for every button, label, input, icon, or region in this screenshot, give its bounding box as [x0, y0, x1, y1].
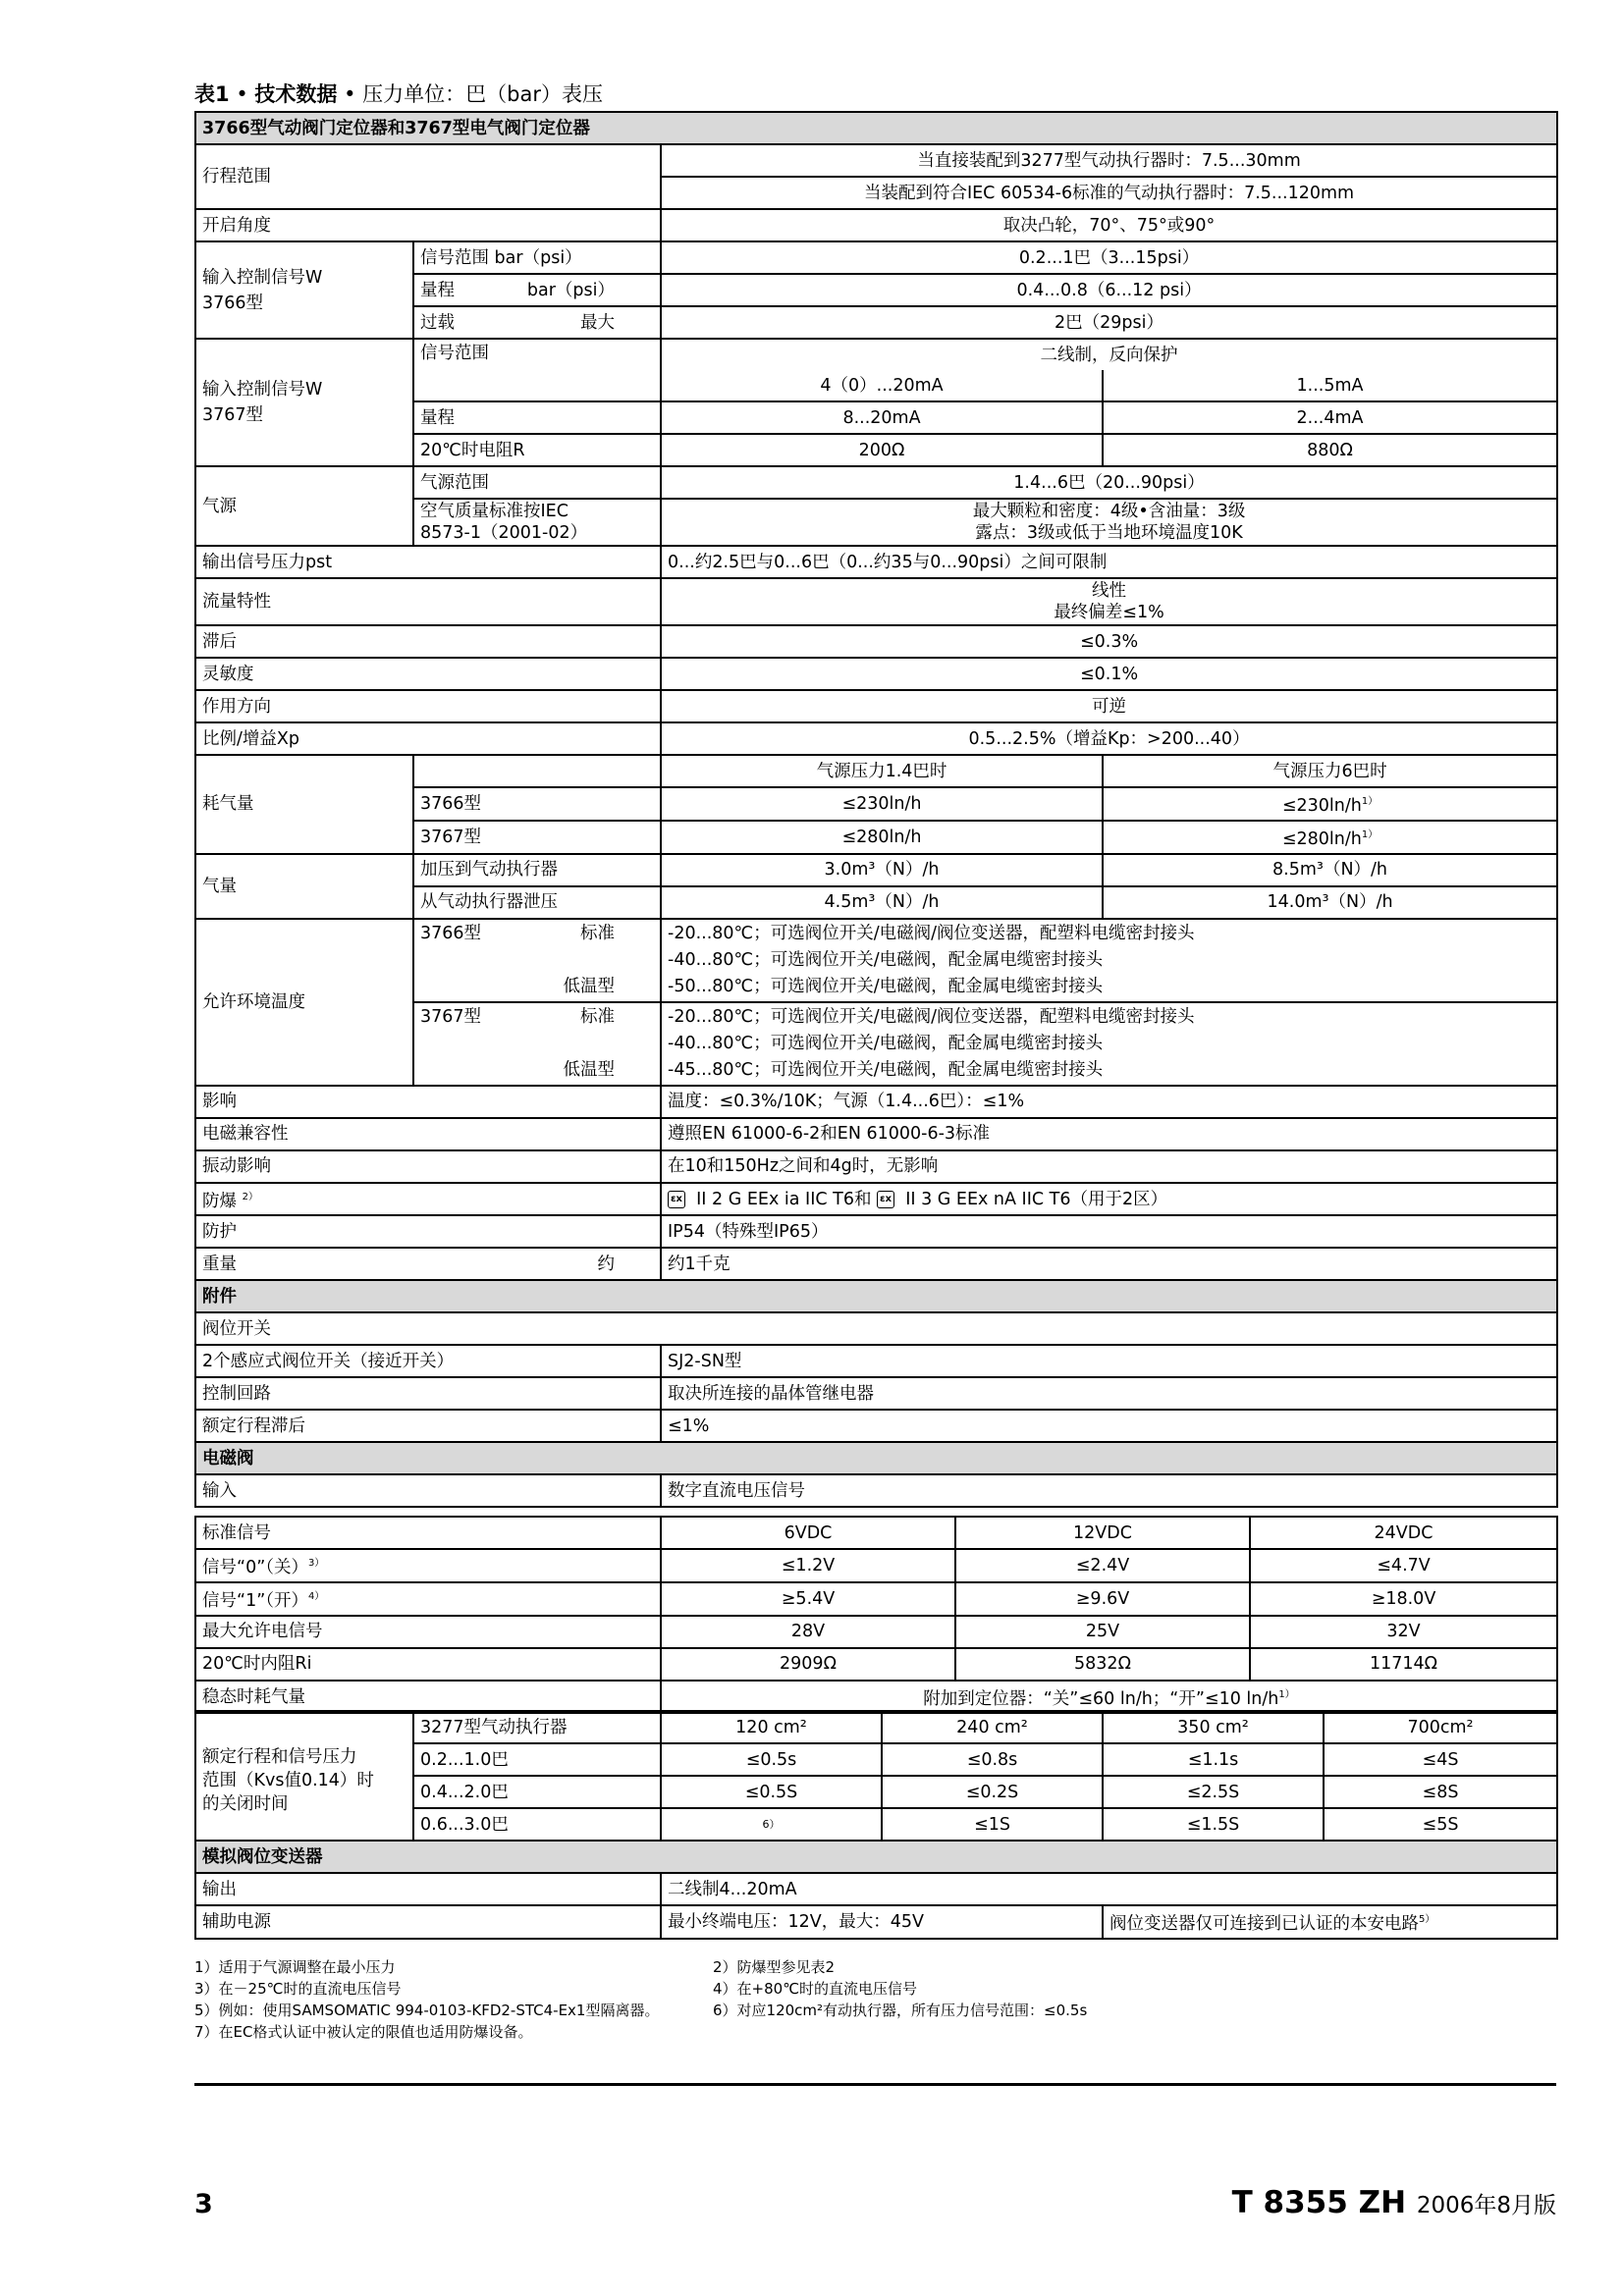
table-cell: 8...20mA — [661, 401, 1103, 434]
table-cell: ≤0.5s — [661, 1743, 882, 1776]
table-cell: ≤1.5S — [1103, 1808, 1324, 1841]
table-cell: 灵敏度 — [195, 658, 661, 690]
table-row — [195, 1711, 1557, 1743]
table-cell: ≤1S — [882, 1808, 1103, 1841]
table-cell: ≤2.4V — [955, 1549, 1250, 1582]
table-cell: 120 cm² — [661, 1711, 882, 1743]
table-cell: 阀位变送器仅可连接到已认证的本安电路$^{5)}$ — [1103, 1905, 1557, 1939]
table-cell: 额定行程滞后 — [195, 1410, 661, 1442]
table-row — [195, 1517, 1557, 1549]
table-cell: 3766型 — [413, 787, 661, 821]
table-cell: 允许环境温度 — [195, 919, 413, 1086]
section-header — [195, 112, 1557, 144]
table-cell: 电磁兼容性 — [195, 1118, 661, 1150]
table-row — [195, 1905, 1557, 1939]
table-row — [195, 1086, 1557, 1118]
table-cell: 电磁阀 — [195, 1442, 1557, 1474]
table-cell: 气源压力1.4巴时 — [661, 755, 1103, 787]
table-cell: 3277型气动执行器 — [413, 1711, 661, 1743]
table-cell: 防护 — [195, 1215, 661, 1248]
table-cell: 数字直流电压信号 — [661, 1474, 1557, 1507]
table-row — [195, 466, 1557, 499]
section-header — [195, 1841, 1557, 1873]
table-cell: 温度：≤0.3%/10K；气源（1.4...6巴）：≤1% — [661, 1086, 1557, 1118]
table-cell: 20℃时内阻Ri — [195, 1648, 661, 1681]
table-cell: 880Ω — [1103, 434, 1557, 466]
table-cell: ≤0.2S — [882, 1776, 1103, 1808]
table-cell: 4（0）...20mA — [661, 370, 1103, 401]
table-row — [195, 1345, 1557, 1377]
table-cell: IP54（特殊型IP65） — [661, 1215, 1557, 1248]
table-cell: 约1千克 — [661, 1248, 1557, 1280]
table-cell: 28V — [661, 1616, 955, 1648]
table-row — [195, 1248, 1557, 1280]
table-row — [195, 1312, 1557, 1345]
table-cell: 重量 约 — [195, 1248, 661, 1280]
table-cell: 0.4...0.8（6...12 psi） — [661, 274, 1557, 306]
table-cell: 1...5mA — [1103, 370, 1557, 401]
table-cell: ≤1% — [661, 1410, 1557, 1442]
table-cell: 输入 — [195, 1474, 661, 1507]
table-row — [195, 578, 1557, 625]
table-cell: 稳态时耗气量 — [195, 1681, 661, 1714]
table-cell: 流量特性 — [195, 578, 661, 625]
table-cell: 信号“1”（开）$^{4)}$ — [195, 1582, 661, 1616]
table-cell: 0.4...2.0巴 — [413, 1776, 661, 1808]
table-cell: 防爆 $^{2)}$ — [195, 1183, 661, 1216]
table-cell: εx II 2 G EEx ia IIC T6和 εx II 3 G EEx nA IIC T6（用于2区） — [661, 1183, 1557, 1216]
table-cell: 取决所连接的晶体管继电器 — [661, 1377, 1557, 1410]
table-cell: 气源范围 — [413, 466, 661, 499]
footnote: 5）例如：使用SAMSOMATIC 994-0103-KFD2-STC4-Ex1型隔离器。 — [194, 2002, 660, 2019]
table-cell: 加压到气动执行器 — [413, 854, 661, 886]
table-cell: 比例/增益Xp — [195, 722, 661, 755]
table-cell: 0.2...1巴（3...15psi） — [661, 241, 1557, 274]
table-cell: ≤2.5S — [1103, 1776, 1324, 1808]
table-cell: 0.2...1.0巴 — [413, 1743, 661, 1776]
table-row — [195, 209, 1557, 241]
section-header — [195, 1442, 1557, 1474]
table-row — [195, 1183, 1557, 1216]
section-header — [195, 1280, 1557, 1312]
footnote: 6）对应120cm²有动执行器，所有压力信号范围：≤0.5s — [713, 2002, 1088, 2019]
table-cell: 控制回路 — [195, 1377, 661, 1410]
table-cell: 24VDC — [1250, 1517, 1557, 1549]
table-cell: 1.4...6巴（20...90psi） — [661, 466, 1557, 499]
table-row — [195, 1873, 1557, 1905]
solenoid-table — [194, 1516, 1558, 1714]
table-row — [195, 722, 1557, 755]
footnote: 7）在EC格式认证中被认定的限值也适用防爆设备。 — [194, 2023, 533, 2041]
table-row — [195, 339, 1557, 370]
table-cell: 辅助电源 — [195, 1905, 661, 1939]
footnote: 3）在－25℃时的直流电压信号 — [194, 1980, 402, 1998]
table-cell: 700cm² — [1324, 1711, 1557, 1743]
footnote: 4）在+80℃时的直流电压信号 — [713, 1980, 918, 1998]
table-cell: 二线制，反向保护 — [661, 339, 1557, 370]
page-number: 3 — [194, 2189, 213, 2219]
table-cell: 额定行程和信号压力 范围（Kvs值0.14）时 的关闭时间 — [195, 1711, 413, 1841]
table-cell: ≤0.3% — [661, 625, 1557, 658]
table-cell: 可逆 — [661, 690, 1557, 722]
ex-mark-icon: εx — [668, 1191, 685, 1208]
table-cell: ≤0.5S — [661, 1776, 882, 1808]
table-cell: 最小终端电压：12V，最大：45V — [661, 1905, 1103, 1939]
table-cell: 气源 — [195, 466, 413, 546]
table-cell: 2909Ω — [661, 1648, 955, 1681]
table-cell: 量程 — [413, 401, 661, 434]
table-cell: 开启角度 — [195, 209, 661, 241]
table-cell: ≥18.0V — [1250, 1582, 1557, 1616]
table-cell: ≤4.7V — [1250, 1549, 1557, 1582]
table-cell: 模拟阀位变送器 — [195, 1841, 1557, 1873]
table-cell: 振动影响 — [195, 1150, 661, 1183]
table-cell: 遵照EN 61000-6-2和EN 61000-6-3标准 — [661, 1118, 1557, 1150]
table-cell: ≤1.2V — [661, 1549, 955, 1582]
table-cell: 在10和150Hz之间和4g时，无影响 — [661, 1150, 1557, 1183]
table-cell: 信号范围 — [413, 339, 661, 401]
table-cell: 6VDC — [661, 1517, 955, 1549]
table-cell: 3766型 标准 低温型 — [413, 919, 661, 1002]
table-cell: 输入控制信号W 3767型 — [195, 339, 413, 466]
table-cell: ≥9.6V — [955, 1582, 1250, 1616]
table-cell: 25V — [955, 1616, 1250, 1648]
table-cell: 信号“0”（关）$^{3)}$ — [195, 1549, 661, 1582]
table-cell: 最大颗粒和密度：4级•含油量：3级 露点：3级或低于当地环境温度10K — [661, 499, 1557, 546]
table-cell: 作用方向 — [195, 690, 661, 722]
table-row — [195, 1648, 1557, 1681]
table-cell: 取决凸轮，70°、75°或90° — [661, 209, 1557, 241]
table-cell: 0...约2.5巴与0...6巴（0...约35与0...90psi）之间可限制 — [661, 546, 1557, 578]
table-cell: 影响 — [195, 1086, 661, 1118]
document-id: T 8355 ZH 2006年8月版 — [1231, 2185, 1556, 2220]
table-cell: -20...80℃；可选阀位开关/电磁阀/阀位变送器，配塑料电缆密封接头 -40...80℃；可选阀位开关/电磁阀，配金属电缆密封接头 -50...80℃；可选阀位开关/电磁阀，配金属电缆密封接头 — [661, 919, 1557, 1002]
table-cell: ≤230ln/h — [661, 787, 1103, 821]
footnote: 2）防爆型参见表2 — [713, 1958, 836, 1976]
table-cell: 11714Ω — [1250, 1648, 1557, 1681]
table-cell: 二线制4...20mA — [661, 1873, 1557, 1905]
table-cell: 当直接装配到3277型气动执行器时：7.5...30mm — [661, 144, 1557, 177]
table-cell: ≤280ln/h — [661, 821, 1103, 854]
table-row — [195, 1582, 1557, 1616]
table-cell: ≤0.1% — [661, 658, 1557, 690]
table-cell: 20℃时电阻R — [413, 434, 661, 466]
footnote: 1）适用于气源调整在最小压力 — [194, 1958, 396, 1976]
table-cell: 最大允许电信号 — [195, 1616, 661, 1648]
table-cell: $\le 280\ln/h^{1)}$ — [1103, 821, 1557, 854]
table-row — [195, 755, 1557, 787]
table-cell: 耗气量 — [195, 755, 413, 854]
table-row — [195, 854, 1557, 886]
table-row — [195, 1474, 1557, 1507]
table-cell: 0.6...3.0巴 — [413, 1808, 661, 1841]
table-cell: 信号范围 bar（psi） — [413, 241, 661, 274]
table-cell: 3766型气动阀门定位器和3767型电气阀门定位器 — [195, 112, 1557, 144]
table-cell: 当装配到符合IEC 60534-6标准的气动执行器时：7.5...120mm — [661, 177, 1557, 209]
table-cell: ≤0.8s — [882, 1743, 1103, 1776]
table-cell: 6） — [661, 1808, 882, 1841]
table-row — [195, 1118, 1557, 1150]
table-cell: 输入控制信号W 3766型 — [195, 241, 413, 339]
table-cell: 滞后 — [195, 625, 661, 658]
table-cell: ≥5.4V — [661, 1582, 955, 1616]
table-cell: 气量 — [195, 854, 413, 919]
footer-divider — [194, 2083, 1556, 2086]
footnotes — [194, 1956, 1556, 2043]
table-cell: 气源压力6巴时 — [1103, 755, 1557, 787]
table-cell: 12VDC — [955, 1517, 1250, 1549]
table-cell — [413, 755, 661, 787]
table-cell: 14.0m³（N）/h — [1103, 886, 1557, 919]
table-title: 表1 • 技术数据 • 压力单位：巴（bar）表压 — [194, 82, 603, 106]
table-cell: ≤5S — [1324, 1808, 1557, 1841]
table-cell: 阀位开关 — [195, 1312, 1557, 1345]
table-row — [195, 1410, 1557, 1442]
table-cell: 从气动执行器泄压 — [413, 886, 661, 919]
table-cell: 过载 最大 — [413, 306, 661, 339]
table-cell: 8.5m³（N）/h — [1103, 854, 1557, 886]
table-row — [195, 1549, 1557, 1582]
table-row — [195, 241, 1557, 274]
table-row — [195, 658, 1557, 690]
table-cell: 3767型 — [413, 821, 661, 854]
table-cell: 4.5m³（N）/h — [661, 886, 1103, 919]
table-cell: 输出信号压力pst — [195, 546, 661, 578]
table-row — [195, 690, 1557, 722]
table-cell: ≤4S — [1324, 1743, 1557, 1776]
table-cell: 350 cm² — [1103, 1711, 1324, 1743]
table-cell: 输出 — [195, 1873, 661, 1905]
table-cell: 5832Ω — [955, 1648, 1250, 1681]
table-cell: 行程范围 — [195, 144, 661, 209]
table-cell: 32V — [1250, 1616, 1557, 1648]
table-row — [195, 625, 1557, 658]
table-cell: SJ2-SN型 — [661, 1345, 1557, 1377]
table-cell: 2个感应式阀位开关（接近开关） — [195, 1345, 661, 1377]
table-row — [195, 546, 1557, 578]
spec-table — [194, 111, 1558, 1508]
table-row — [195, 919, 1557, 1002]
table-cell: 3.0m³（N）/h — [661, 854, 1103, 886]
table-cell: ≤1.1s — [1103, 1743, 1324, 1776]
table-cell: 附件 — [195, 1280, 1557, 1312]
table-cell: 0.5...2.5%（增益Kp：>200...40） — [661, 722, 1557, 755]
table-cell: 3767型 标准 低温型 — [413, 1002, 661, 1086]
closing-time-table — [194, 1710, 1558, 1940]
table-cell: 线性 最终偏差≤1% — [661, 578, 1557, 625]
table-cell: 量程 bar（psi） — [413, 274, 661, 306]
ex-mark-icon: εx — [877, 1191, 894, 1208]
table-cell: 240 cm² — [882, 1711, 1103, 1743]
table-cell: ≤8S — [1324, 1776, 1557, 1808]
table-row — [195, 144, 1557, 177]
table-cell: $\le 230\ln/h^{1)}$ — [1103, 787, 1557, 821]
table-cell: -20...80℃；可选阀位开关/电磁阀/阀位变送器，配塑料电缆密封接头 -40...80℃；可选阀位开关/电磁阀，配金属电缆密封接头 -45...80℃；可选阀位开关/电磁阀，配金属电缆密封接头 — [661, 1002, 1557, 1086]
table-cell: 2巴（29psi） — [661, 306, 1557, 339]
table-row — [195, 1681, 1557, 1714]
table-cell: 标准信号 — [195, 1517, 661, 1549]
table-row — [195, 1215, 1557, 1248]
table-cell: 空气质量标准按IEC 8573-1（2001-02） — [413, 499, 661, 546]
table-row — [195, 1150, 1557, 1183]
table-cell: 2...4mA — [1103, 401, 1557, 434]
table-cell: 200Ω — [661, 434, 1103, 466]
table-row — [195, 1616, 1557, 1648]
table-row — [195, 1377, 1557, 1410]
table-cell: 附加到定位器：“关”≤60 ln/h；“开”≤10 $\ln/h^{1)}$ — [661, 1681, 1557, 1714]
